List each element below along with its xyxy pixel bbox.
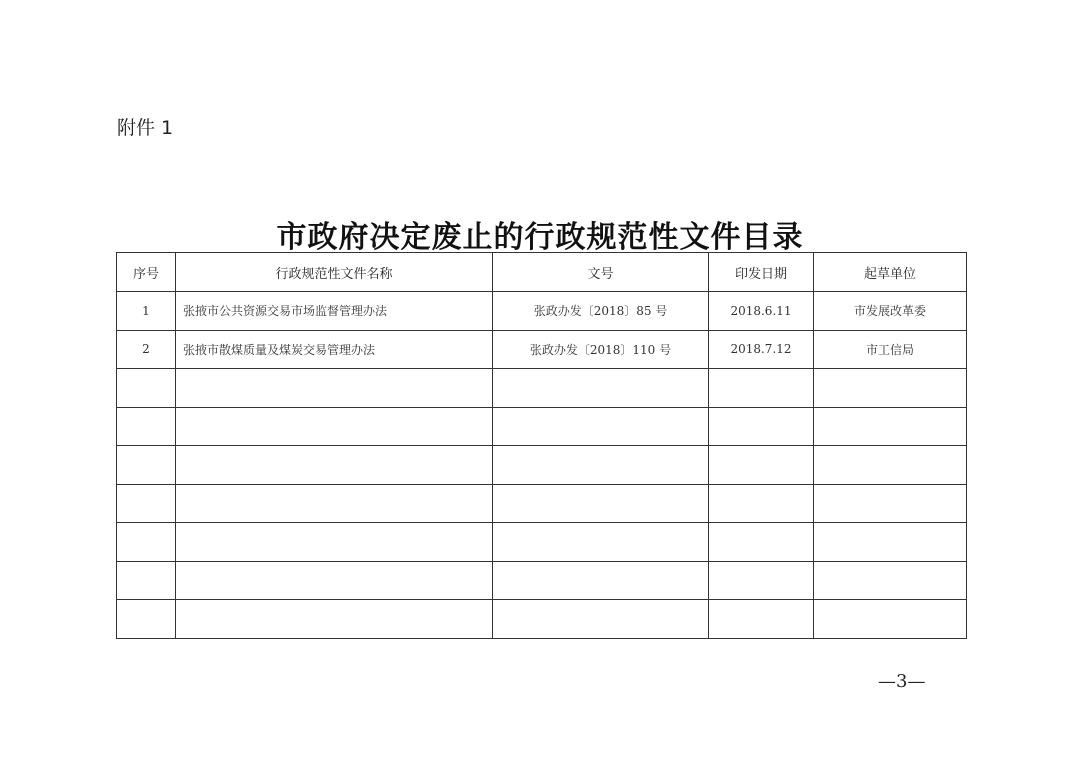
header-drafting-unit: 起草单位 <box>814 253 967 292</box>
header-serial-number: 序号 <box>117 253 176 292</box>
table-row <box>117 600 967 639</box>
cell-issue-date: 2018.7.12 <box>709 330 814 369</box>
document-title: 市政府决定废止的行政规范性文件目录 <box>276 220 804 255</box>
cell-document-name <box>176 484 493 523</box>
table-row <box>117 523 967 562</box>
cell-serial-number <box>117 407 176 446</box>
document-catalog-table <box>116 252 967 639</box>
cell-document-number <box>493 446 709 485</box>
cell-document-name: 张掖市公共资源交易市场监督管理办法 <box>176 292 493 331</box>
cell-issue-date <box>709 369 814 408</box>
cell-drafting-unit <box>814 561 967 600</box>
cell-document-name <box>176 369 493 408</box>
cell-document-number: 张政办发〔2018〕85 号 <box>493 292 709 331</box>
cell-document-number <box>493 407 709 446</box>
table-row <box>117 561 967 600</box>
table-row <box>117 330 967 369</box>
cell-document-name: 张掖市散煤质量及煤炭交易管理办法 <box>176 330 493 369</box>
table-row <box>117 446 967 485</box>
cell-document-name <box>176 523 493 562</box>
page-number: —3— <box>878 671 926 692</box>
cell-issue-date <box>709 561 814 600</box>
attachment-label: 附件 1 <box>117 117 174 139</box>
cell-drafting-unit <box>814 407 967 446</box>
cell-document-name <box>176 407 493 446</box>
header-document-number: 文号 <box>493 253 709 292</box>
table-row <box>117 369 967 408</box>
cell-serial-number <box>117 600 176 639</box>
cell-issue-date <box>709 523 814 562</box>
cell-drafting-unit <box>814 369 967 408</box>
cell-drafting-unit: 市发展改革委 <box>814 292 967 331</box>
cell-serial-number <box>117 484 176 523</box>
cell-document-number <box>493 523 709 562</box>
cell-drafting-unit <box>814 523 967 562</box>
cell-document-number: 张政办发〔2018〕110 号 <box>493 330 709 369</box>
cell-drafting-unit <box>814 600 967 639</box>
header-issue-date: 印发日期 <box>709 253 814 292</box>
table-row <box>117 292 967 331</box>
cell-issue-date <box>709 407 814 446</box>
cell-serial-number: 1 <box>117 292 176 331</box>
cell-document-number <box>493 600 709 639</box>
cell-drafting-unit: 市工信局 <box>814 330 967 369</box>
cell-issue-date: 2018.6.11 <box>709 292 814 331</box>
header-document-name: 行政规范性文件名称 <box>176 253 493 292</box>
cell-document-name <box>176 561 493 600</box>
table-row <box>117 407 967 446</box>
cell-serial-number <box>117 523 176 562</box>
cell-document-number <box>493 369 709 408</box>
cell-serial-number <box>117 369 176 408</box>
cell-document-number <box>493 484 709 523</box>
table-header-row <box>117 253 967 292</box>
cell-document-number <box>493 561 709 600</box>
cell-issue-date <box>709 446 814 485</box>
cell-serial-number: 2 <box>117 330 176 369</box>
cell-drafting-unit <box>814 446 967 485</box>
cell-serial-number <box>117 446 176 485</box>
cell-document-name <box>176 446 493 485</box>
cell-issue-date <box>709 600 814 639</box>
cell-serial-number <box>117 561 176 600</box>
cell-document-name <box>176 600 493 639</box>
cell-drafting-unit <box>814 484 967 523</box>
cell-issue-date <box>709 484 814 523</box>
table-row <box>117 484 967 523</box>
